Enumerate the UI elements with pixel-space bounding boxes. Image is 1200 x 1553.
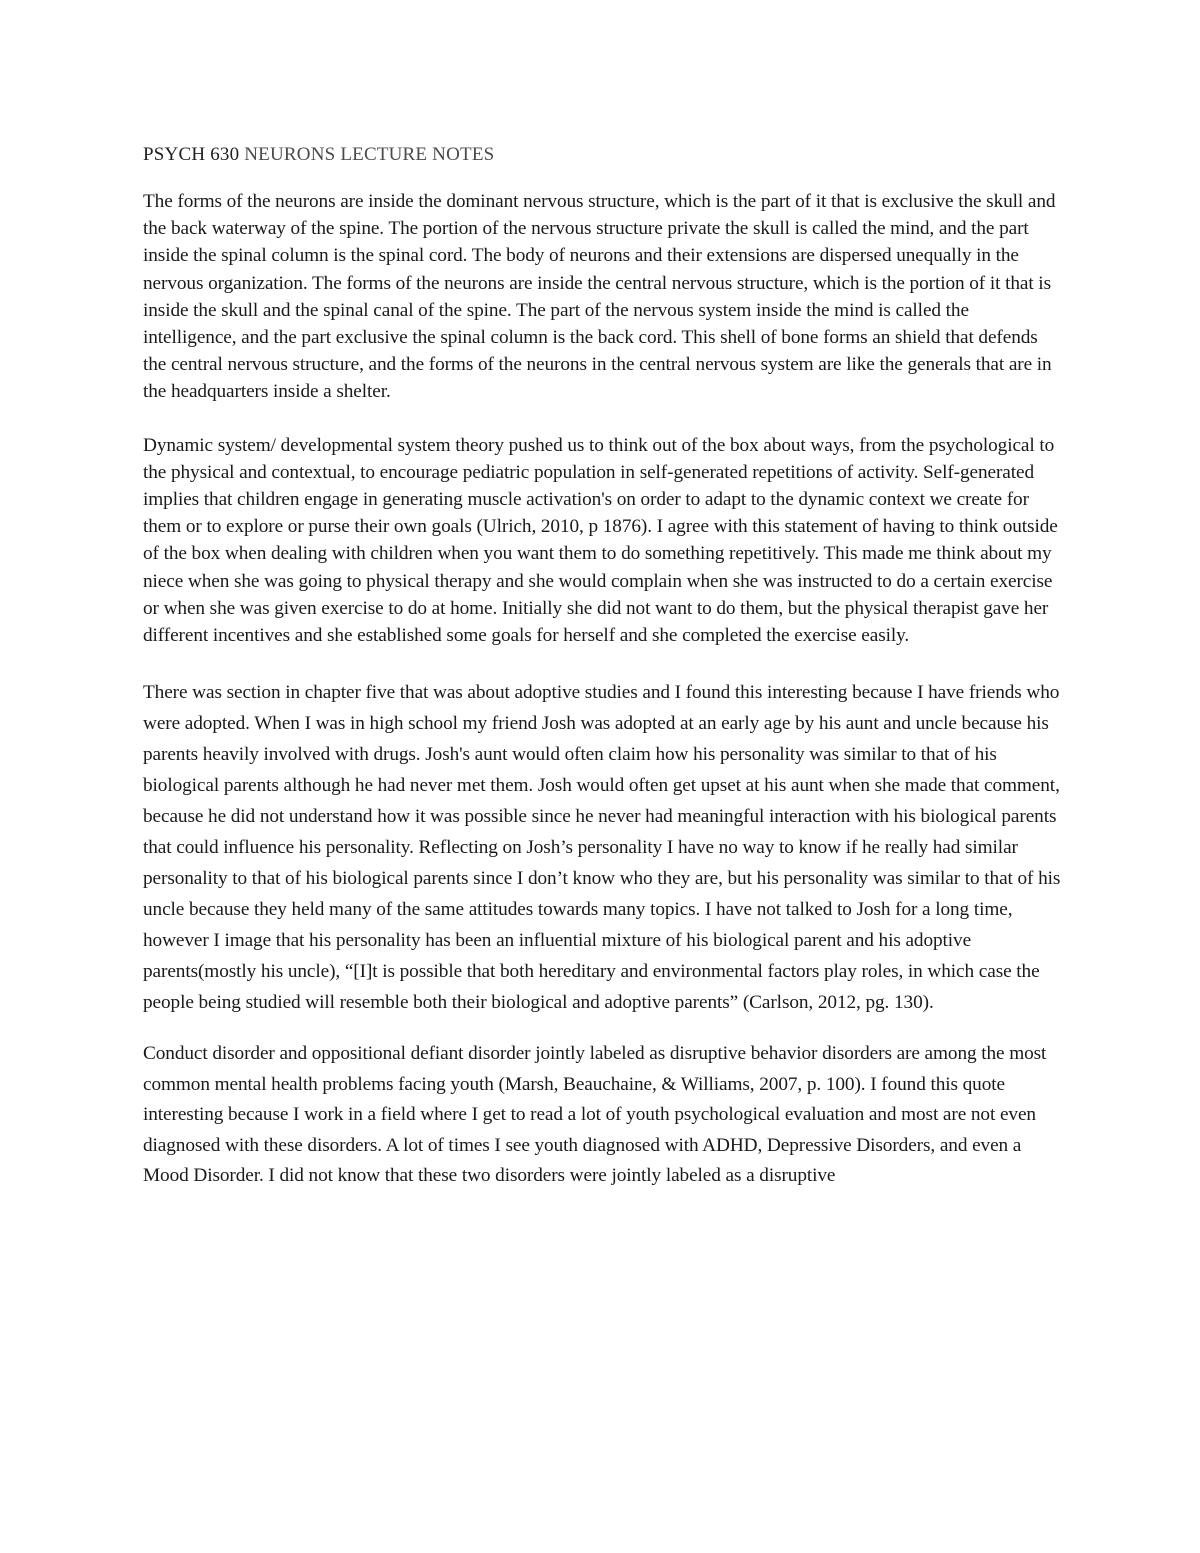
paragraph-conduct-disorder: Conduct disorder and oppositional defiant disorder jointly labeled as disruptive behavior disorders are among the most common mental health problems facing youth (Marsh, Beauchaine, & Williams, 2007, p. 100). I found this quote interesting because I work in a field where I get to read a lot of youth psychological evaluation and most are not even diagnosed with these disorders. A lot of times I see youth diagnosed with ADHD, Depressive Disorders, and even a Mood Disorder. I did not know that these two disorders were jointly labeled as a disruptive (143, 1043, 1047, 1187)
title-topic: NEURONS LECTURE NOTES (244, 144, 495, 165)
title-course: PSYCH 630 (143, 144, 240, 165)
paragraph-dynamic-systems: Dynamic system/ developmental system theory pushed us to think out of the box about ways, from the psychological to the physical and contextual, to encourage pediatric population in self-generated repetitions of activity. Self-generated implies that children engage in generating muscle activation's on order to adapt to the dynamic context we create for them or to explore or purse their own goals (Ulrich, 2010, p 1876). I agree with this statement of having to think outside of the box when dealing with children when you want them to do something repetitively. This made me think about my niece when she was going to physical therapy and she would complain when she was instructed to do a certain exercise or when she was given exercise to do at home. Initially she did not want to do them, but the physical therapist gave her different incentives and she established some goals for herself and she completed the exercise easily. (143, 434, 1058, 647)
paragraph-neurons: The forms of the neurons are inside the dominant nervous structure, which is the part of it that is exclusive the skull and the back waterway of the spine. The portion of the nervous structure private the skull is called the mind, and the part inside the spinal column is the spinal cord. The body of neurons and their extensions are dispersed unequally in the nervous organization. The forms of the neurons are inside the central nervous structure, which is the portion of it that is inside the skull and the spinal canal of the spine. The part of the nervous system inside the mind is called the intelligence, and the part exclusive the spinal column is the back cord. This shell of bone forms an shield that defends the central nervous structure, and the forms of the neurons in the central nervous system are like the generals that are in the headquarters inside a shelter. (143, 191, 1056, 403)
paragraph-adoptive-studies: There was section in chapter five that was about adoptive studies and I found this interesting because I have friends who were adopted. When I was in high school my friend Josh was adopted at an early age by his aunt and uncle because his parents heavily involved with drugs. Josh's aunt would often claim how his personality was similar to that of his biological parents although he had never met them. Josh would often get upset at his aunt when she made that comment, because he did not understand how it was possible since he never had meaningful interaction with his biological parents that could influence his personality. Reflecting on Josh’s personality I have no way to know if he really had similar personality to that of his biological parents since I don’t know who they are, but his personality was similar to that of his uncle because they held many of the same attitudes towards many topics. I have not talked to Josh for a long time, however I image that his personality has been an influential mixture of his biological parent and his adoptive parents(mostly his uncle), “[I]t is possible that both hereditary and environmental factors play roles, in which case the people being studied will resemble both their biological and adoptive parents” (Carlson, 2012, pg. 130). (143, 682, 1061, 1014)
document-page (143, 140, 1061, 1192)
document-title (143, 140, 1061, 170)
